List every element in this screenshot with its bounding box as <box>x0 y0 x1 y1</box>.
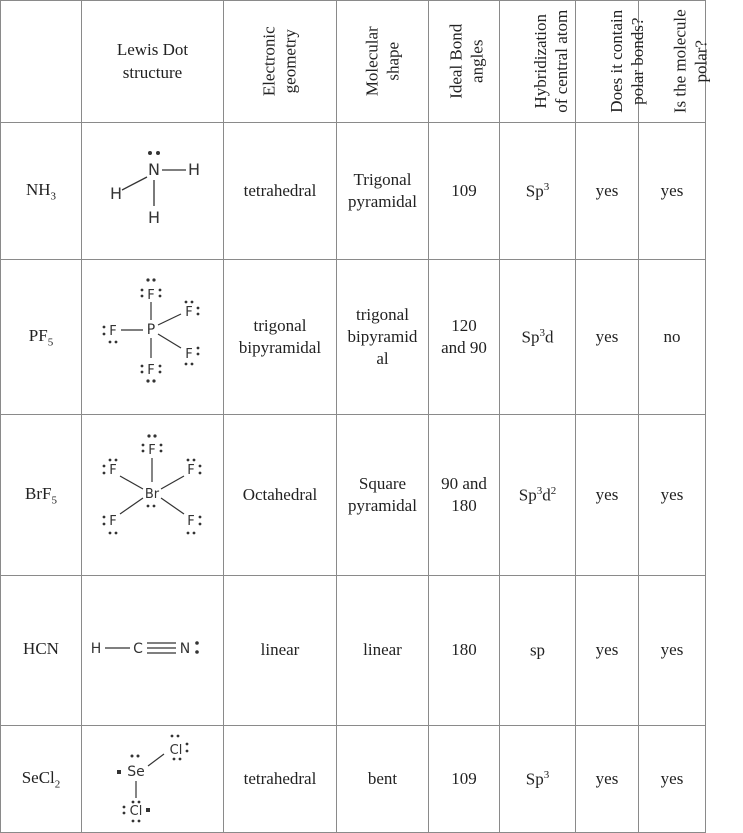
molecular-shape: Square pyramidal <box>337 415 429 576</box>
svg-text:F: F <box>184 304 193 320</box>
svg-text:Br: Br <box>144 486 159 502</box>
molecule-polar-answer: no <box>639 260 706 415</box>
electronic-geometry: tetrahedral <box>224 726 337 833</box>
polar-bonds-answer: yes <box>576 260 639 415</box>
svg-text:H: H <box>109 183 122 203</box>
lewis-diagram <box>88 627 218 667</box>
header-electronic-geometry: Electronic geometry <box>224 1 337 123</box>
lewis-diagram <box>98 143 208 233</box>
electronic-geometry: linear <box>224 576 337 726</box>
hybridization: Sp$^3$ <box>500 726 576 833</box>
electronic-geometry: Octahedral <box>224 415 337 576</box>
molecular-shape: bent <box>337 726 429 833</box>
svg-text:Cl: Cl <box>169 743 182 758</box>
svg-text:F: F <box>108 513 117 529</box>
svg-text:F: F <box>184 346 193 362</box>
bond-angles: 109 <box>429 123 500 260</box>
svg-text:N: N <box>179 641 190 658</box>
header-hybridization: Hybridization of central atom <box>500 1 576 123</box>
table-row <box>1 576 706 726</box>
polar-bonds-answer: yes <box>576 415 639 576</box>
lewis-diagram <box>98 726 208 826</box>
electronic-geometry: tetrahedral <box>224 123 337 260</box>
compound-formula: SeCl$_2$ <box>1 726 82 833</box>
polar-bonds-answer: yes <box>576 576 639 726</box>
header-ideal-bond-angles: Ideal Bond angles <box>429 1 500 123</box>
lewis-structure-brf5 <box>82 415 224 576</box>
svg-text:Se: Se <box>126 764 145 780</box>
svg-text:F: F <box>186 462 195 478</box>
molecule-polar-answer: yes <box>639 726 706 833</box>
electronic-geometry: trigonal bipyramidal <box>224 260 337 415</box>
table-row <box>1 415 706 576</box>
lewis-diagram <box>93 274 213 394</box>
hybridization: Sp$^3$d <box>500 260 576 415</box>
lewis-structure-pf5 <box>82 260 224 415</box>
hybridization: $Sp^3d^2$ <box>500 415 576 576</box>
compound-formula: $PF_5$ <box>1 260 82 415</box>
molecule-polar-answer: yes <box>639 576 706 726</box>
svg-text:F: F <box>108 462 117 478</box>
svg-text:F: F <box>108 323 117 339</box>
polar-bonds-answer: yes <box>576 123 639 260</box>
svg-text:H: H <box>147 207 160 227</box>
molecular-shape: Trigonal pyramidal <box>337 123 429 260</box>
lewis-structure-nh3 <box>82 123 224 260</box>
polar-bonds-answer: yes <box>576 726 639 833</box>
table-row <box>1 123 706 260</box>
compound-formula: BrF$_5$ <box>1 415 82 576</box>
molecule-polar-answer: yes <box>639 415 706 576</box>
lewis-diagram <box>93 432 213 552</box>
header-molecular-shape: Molecular shape <box>337 1 429 123</box>
header-lewis-dot-structure: Lewis Dot structure <box>82 1 224 123</box>
bond-angles: 109 <box>429 726 500 833</box>
svg-text:Cl: Cl <box>129 804 142 819</box>
bond-angles: 90 and 180 <box>429 415 500 576</box>
table-row <box>1 260 706 415</box>
svg-text:F: F <box>146 287 155 303</box>
svg-text:N: N <box>147 159 160 179</box>
hybridization: Sp$^3$ <box>500 123 576 260</box>
molecular-shape: trigonal bipyramid al <box>337 260 429 415</box>
header-compound <box>1 1 82 123</box>
svg-text:H: H <box>90 641 101 658</box>
lewis-structure-hcn <box>82 576 224 726</box>
svg-text:C: C <box>132 641 143 658</box>
molecular-shape: linear <box>337 576 429 726</box>
table-row <box>1 726 706 833</box>
bond-angles: 180 <box>429 576 500 726</box>
svg-text:H: H <box>187 159 200 179</box>
header-row <box>1 1 706 123</box>
svg-text:F: F <box>146 362 155 378</box>
hybridization: sp <box>500 576 576 726</box>
svg-text:F: F <box>186 513 195 529</box>
compound-formula: $NH_3$ <box>1 123 82 260</box>
header-polar-bonds: Does it contain polar bonds? <box>576 1 639 123</box>
svg-text:F: F <box>147 442 156 458</box>
molecule-polar-answer: yes <box>639 123 706 260</box>
compound-formula: HCN <box>1 576 82 726</box>
svg-text:P: P <box>146 321 155 338</box>
lewis-structure-secl2 <box>82 726 224 833</box>
bond-angles: 120 and 90 <box>429 260 500 415</box>
header-molecule-polar: Is the molecule polar? <box>639 1 706 123</box>
